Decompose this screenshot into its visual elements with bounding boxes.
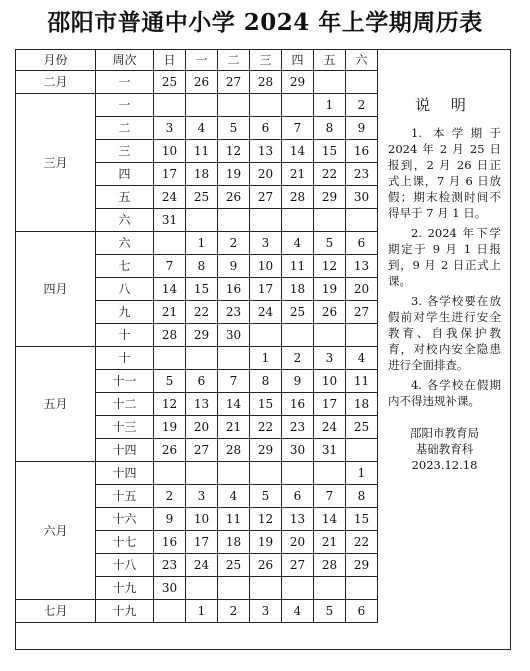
month-cell: 二月 <box>16 71 96 94</box>
day-cell: 13 <box>346 255 378 278</box>
day-cell <box>154 232 186 255</box>
day-cell: 29 <box>186 324 218 347</box>
week-number-cell: 十七 <box>96 531 154 554</box>
day-cell: 5 <box>154 370 186 393</box>
day-cell: 30 <box>218 324 250 347</box>
day-cell: 3 <box>154 117 186 140</box>
day-cell: 27 <box>218 71 250 94</box>
day-cell: 14 <box>218 393 250 416</box>
column-header: 四 <box>282 50 314 71</box>
week-row <box>16 347 378 370</box>
day-cell <box>282 209 314 232</box>
day-cell: 14 <box>154 278 186 301</box>
day-cell: 18 <box>218 531 250 554</box>
day-cell: 13 <box>282 508 314 531</box>
week-row <box>16 462 378 485</box>
day-cell: 19 <box>250 531 282 554</box>
day-cell: 1 <box>250 347 282 370</box>
day-cell: 18 <box>186 163 218 186</box>
day-cell <box>282 94 314 117</box>
day-cell: 3 <box>314 347 346 370</box>
day-cell <box>346 577 378 600</box>
day-cell: 4 <box>218 485 250 508</box>
day-cell: 21 <box>218 416 250 439</box>
issue-date: 2023.12.18 <box>411 458 478 472</box>
note-item: 1. 本学期于 2024 年 2 月 25 日报到，2 月 26 日正式上课，7 月 6 日放假；期末检测时间不得早于 7 月 1 日。 <box>388 126 501 220</box>
day-cell: 29 <box>346 554 378 577</box>
month-cell: 三月 <box>16 94 96 232</box>
month-cell: 五月 <box>16 347 96 462</box>
day-cell: 19 <box>154 416 186 439</box>
week-number-cell: 六 <box>96 209 154 232</box>
day-cell: 19 <box>314 278 346 301</box>
issuer: 邵阳市教育局 <box>410 426 479 440</box>
day-cell: 13 <box>250 140 282 163</box>
week-number-cell: 十一 <box>96 370 154 393</box>
day-cell: 25 <box>346 416 378 439</box>
week-number-cell: 九 <box>96 301 154 324</box>
column-header: 日 <box>154 50 186 71</box>
day-cell: 31 <box>154 209 186 232</box>
week-number-cell: 十九 <box>96 577 154 600</box>
day-cell: 7 <box>282 117 314 140</box>
column-header: 六 <box>346 50 378 71</box>
day-cell <box>282 462 314 485</box>
week-number-cell: 十九 <box>96 600 154 623</box>
day-cell <box>154 94 186 117</box>
day-cell: 1 <box>346 462 378 485</box>
day-cell: 16 <box>346 140 378 163</box>
day-cell: 26 <box>218 186 250 209</box>
day-cell: 22 <box>346 531 378 554</box>
week-number-cell: 十四 <box>96 462 154 485</box>
day-cell: 15 <box>250 393 282 416</box>
day-cell: 12 <box>250 508 282 531</box>
week-number-cell: 四 <box>96 163 154 186</box>
week-number-cell: 十 <box>96 347 154 370</box>
day-cell: 5 <box>218 117 250 140</box>
day-cell: 27 <box>346 301 378 324</box>
day-cell: 10 <box>250 255 282 278</box>
day-cell: 15 <box>346 508 378 531</box>
day-cell <box>154 462 186 485</box>
day-cell: 25 <box>186 186 218 209</box>
day-cell <box>250 209 282 232</box>
day-cell: 2 <box>282 347 314 370</box>
day-cell: 4 <box>282 232 314 255</box>
day-cell: 2 <box>346 94 378 117</box>
week-number-cell: 十六 <box>96 508 154 531</box>
day-cell: 9 <box>282 370 314 393</box>
day-cell: 30 <box>282 439 314 462</box>
week-number-cell: 三 <box>96 140 154 163</box>
day-cell: 22 <box>186 301 218 324</box>
day-cell <box>250 324 282 347</box>
day-cell: 27 <box>186 439 218 462</box>
day-cell: 8 <box>346 485 378 508</box>
notes-panel <box>377 49 511 650</box>
day-cell: 1 <box>186 600 218 623</box>
month-cell: 四月 <box>16 232 96 347</box>
day-cell: 29 <box>250 439 282 462</box>
day-cell: 1 <box>314 94 346 117</box>
day-cell: 7 <box>218 370 250 393</box>
day-cell: 12 <box>218 140 250 163</box>
day-cell <box>154 347 186 370</box>
week-row <box>16 94 378 117</box>
day-cell: 20 <box>346 278 378 301</box>
week-row <box>16 600 378 623</box>
day-cell <box>154 600 186 623</box>
day-cell: 25 <box>218 554 250 577</box>
day-cell: 11 <box>186 140 218 163</box>
day-cell: 2 <box>218 232 250 255</box>
day-cell: 20 <box>282 531 314 554</box>
week-number-cell: 一 <box>96 94 154 117</box>
day-cell <box>314 209 346 232</box>
day-cell: 17 <box>314 393 346 416</box>
day-cell: 26 <box>186 71 218 94</box>
day-cell <box>186 577 218 600</box>
day-cell: 16 <box>218 278 250 301</box>
day-cell: 28 <box>154 324 186 347</box>
day-cell: 28 <box>314 554 346 577</box>
week-number-cell: 十八 <box>96 554 154 577</box>
day-cell <box>250 577 282 600</box>
week-number-cell: 七 <box>96 255 154 278</box>
week-number-cell: 十五 <box>96 485 154 508</box>
day-cell: 3 <box>250 600 282 623</box>
day-cell: 6 <box>250 117 282 140</box>
day-cell: 28 <box>282 186 314 209</box>
day-cell: 22 <box>250 416 282 439</box>
note-item: 2. 2024 年下学期定于 9 月 1 日报到，9 月 2 日正式上课。 <box>388 226 501 288</box>
day-cell: 2 <box>218 600 250 623</box>
day-cell: 21 <box>314 531 346 554</box>
day-cell: 5 <box>314 600 346 623</box>
day-cell: 20 <box>186 416 218 439</box>
column-header: 月份 <box>16 50 96 71</box>
day-cell: 19 <box>218 163 250 186</box>
day-cell <box>346 324 378 347</box>
day-cell: 22 <box>314 163 346 186</box>
day-cell: 26 <box>314 301 346 324</box>
day-cell: 12 <box>314 255 346 278</box>
day-cell <box>218 209 250 232</box>
day-cell: 27 <box>282 554 314 577</box>
day-cell <box>282 577 314 600</box>
day-cell: 20 <box>250 163 282 186</box>
day-cell <box>250 94 282 117</box>
day-cell <box>218 577 250 600</box>
day-cell: 9 <box>154 508 186 531</box>
day-cell: 17 <box>250 278 282 301</box>
day-cell: 23 <box>282 416 314 439</box>
day-cell <box>186 94 218 117</box>
day-cell <box>218 347 250 370</box>
day-cell <box>186 347 218 370</box>
day-cell: 7 <box>314 485 346 508</box>
signature-block <box>388 425 501 473</box>
day-cell <box>346 71 378 94</box>
day-cell <box>314 577 346 600</box>
column-header: 五 <box>314 50 346 71</box>
day-cell: 3 <box>186 485 218 508</box>
day-cell: 7 <box>154 255 186 278</box>
day-cell: 4 <box>282 600 314 623</box>
day-cell: 25 <box>282 301 314 324</box>
week-row <box>16 232 378 255</box>
column-header: 一 <box>186 50 218 71</box>
day-cell: 21 <box>282 163 314 186</box>
day-cell: 30 <box>154 577 186 600</box>
week-number-cell: 八 <box>96 278 154 301</box>
month-cell: 六月 <box>16 462 96 600</box>
day-cell: 29 <box>314 186 346 209</box>
column-header: 二 <box>218 50 250 71</box>
day-cell: 30 <box>346 186 378 209</box>
week-number-cell: 六 <box>96 232 154 255</box>
note-item: 3. 各学校要在放假前对学生进行安全教育、自我保护教育，对校内安全隐患进行全面排查。 <box>388 294 501 372</box>
week-number-cell: 十二 <box>96 393 154 416</box>
day-cell: 23 <box>154 554 186 577</box>
day-cell: 5 <box>250 485 282 508</box>
day-cell: 15 <box>314 140 346 163</box>
day-cell: 26 <box>154 439 186 462</box>
day-cell: 11 <box>218 508 250 531</box>
day-cell <box>346 439 378 462</box>
day-cell: 8 <box>250 370 282 393</box>
week-number-cell: 五 <box>96 186 154 209</box>
day-cell: 15 <box>186 278 218 301</box>
day-cell: 11 <box>346 370 378 393</box>
day-cell: 8 <box>186 255 218 278</box>
day-cell: 10 <box>186 508 218 531</box>
column-header: 三 <box>250 50 282 71</box>
day-cell: 18 <box>346 393 378 416</box>
day-cell: 28 <box>218 439 250 462</box>
day-cell: 27 <box>250 186 282 209</box>
day-cell: 23 <box>346 163 378 186</box>
day-cell <box>314 462 346 485</box>
day-cell: 4 <box>186 117 218 140</box>
day-cell <box>314 324 346 347</box>
day-cell <box>282 324 314 347</box>
day-cell: 8 <box>314 117 346 140</box>
day-cell: 26 <box>250 554 282 577</box>
week-number-cell: 一 <box>96 71 154 94</box>
day-cell: 28 <box>250 71 282 94</box>
day-cell: 24 <box>186 554 218 577</box>
day-cell: 21 <box>154 301 186 324</box>
note-item: 4. 各学校在假期内不得违规补课。 <box>388 378 501 408</box>
day-cell: 14 <box>282 140 314 163</box>
day-cell: 24 <box>250 301 282 324</box>
page-title: 邵阳市普通中小学 2024 年上学期周历表 <box>47 9 483 36</box>
day-cell: 24 <box>314 416 346 439</box>
day-cell <box>314 71 346 94</box>
day-cell: 17 <box>154 163 186 186</box>
day-cell <box>186 462 218 485</box>
day-cell: 10 <box>154 140 186 163</box>
header-row <box>16 50 378 71</box>
day-cell: 6 <box>346 232 378 255</box>
day-cell: 16 <box>282 393 314 416</box>
day-cell: 29 <box>282 71 314 94</box>
day-cell: 9 <box>218 255 250 278</box>
day-cell: 13 <box>186 393 218 416</box>
department: 基础教育科 <box>415 442 474 456</box>
day-cell: 6 <box>282 485 314 508</box>
week-number-cell: 十三 <box>96 416 154 439</box>
month-cell: 七月 <box>16 600 96 623</box>
day-cell: 6 <box>346 600 378 623</box>
day-cell <box>346 209 378 232</box>
day-cell: 12 <box>154 393 186 416</box>
day-cell <box>186 209 218 232</box>
day-cell: 6 <box>186 370 218 393</box>
column-header: 周次 <box>96 50 154 71</box>
day-cell: 11 <box>282 255 314 278</box>
week-row <box>16 71 378 94</box>
day-cell <box>250 462 282 485</box>
day-cell: 24 <box>154 186 186 209</box>
day-cell: 9 <box>346 117 378 140</box>
notes-title: 说 明 <box>415 96 474 114</box>
day-cell <box>218 94 250 117</box>
day-cell: 14 <box>314 508 346 531</box>
week-number-cell: 二 <box>96 117 154 140</box>
day-cell: 1 <box>186 232 218 255</box>
day-cell: 18 <box>282 278 314 301</box>
day-cell: 5 <box>314 232 346 255</box>
week-number-cell: 十 <box>96 324 154 347</box>
day-cell: 31 <box>314 439 346 462</box>
day-cell <box>218 462 250 485</box>
calendar-table <box>15 49 378 623</box>
week-number-cell: 十四 <box>96 439 154 462</box>
day-cell: 3 <box>250 232 282 255</box>
day-cell: 10 <box>314 370 346 393</box>
day-cell: 23 <box>218 301 250 324</box>
day-cell: 16 <box>154 531 186 554</box>
day-cell: 17 <box>186 531 218 554</box>
day-cell: 2 <box>154 485 186 508</box>
day-cell: 25 <box>154 71 186 94</box>
day-cell: 4 <box>346 347 378 370</box>
